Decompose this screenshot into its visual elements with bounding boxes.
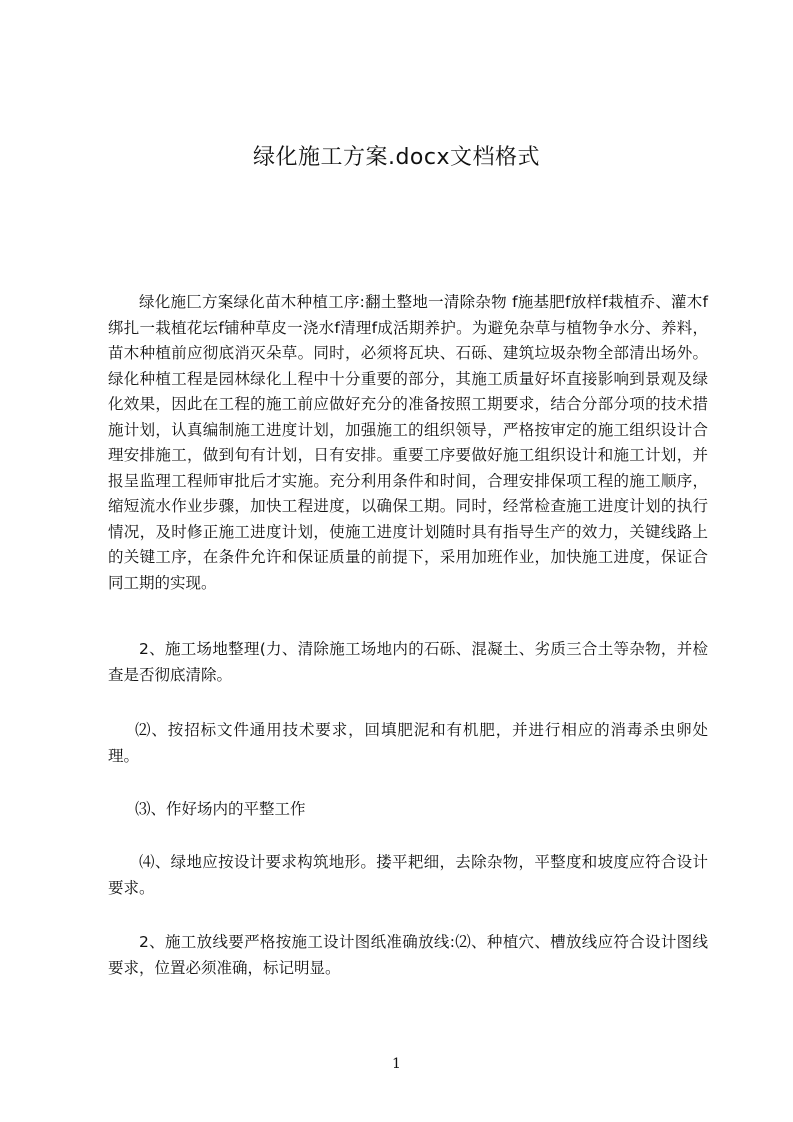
page-number: 1 [392,1056,401,1072]
paragraph-terrain: ⑷、绿地应按设计要求构筑地形。搂平耙细，去除杂物，平整度和坡度应符合设计要求。 [108,853,708,897]
paragraph-backfill: ⑵、按招标文件通用技术要求，回填肥泥和有机肥，并进行相应的消毒杀虫卵处理。 [108,721,708,765]
paragraph-leveling: ⑶、作好场内的平整工作 [135,800,306,818]
paragraph-planting-procedure: 绿化施匚方案绿化苗木种植工序:翻土整地一清除杂物 f施基肥f放样f栽植乔、灌木f绑扎一栽植花坛f铺种草皮一浇水f清理f成活期养护。为避免杂草与植物争水分、养料，苗木种植前应彻底消灭朵草。同时，必须将瓦块、石砾、建筑垃圾杂物全部清出场外。绿化种植工程是园林绿化丄程中十分重要的部分，其施工质量好坏直接影响到景观及绿化效果，因此在工程的施工前应做好充分的准备按照工期要求，结合分部分项的技术措施计划，认真编制施工进度计划，加强施工的组织领导，严格按审定的施工组织设计合理安排施工，做到旬有计划，日有安排。重要工序要做好施工组织设计和施工计划，并报呈监理工程师审批后才实施。充分利用条件和时间，合理安排保项工程的施工顺序，缩短流水作业步骤，加快工程进度，以确保工期。同时，经常检查施工进度计划的执行情况，及时修正施工进度计划，使施工进度计划随时具有指导生产的效力，关键线路上的关键工序，在条件允许和保证质量的前提下，采用加班作业，加快施工进度，保证合同工期的实现。 [108,293,708,592]
document-title: 绿化施工方案.docx文档格式 [252,145,541,170]
paragraph-layout-marking: 2、施工放线要严格按施工设计图纸准确放线:⑵、种植穴、槽放线应符合设计图线要求，位置必须准确，标记明显。 [108,933,708,977]
paragraph-site-clearing: 2、施工场地整理(力、清除施工场地内的石砾、混凝土、劣质三合土等杂物，并检查是否彻底清除。 [108,640,708,684]
